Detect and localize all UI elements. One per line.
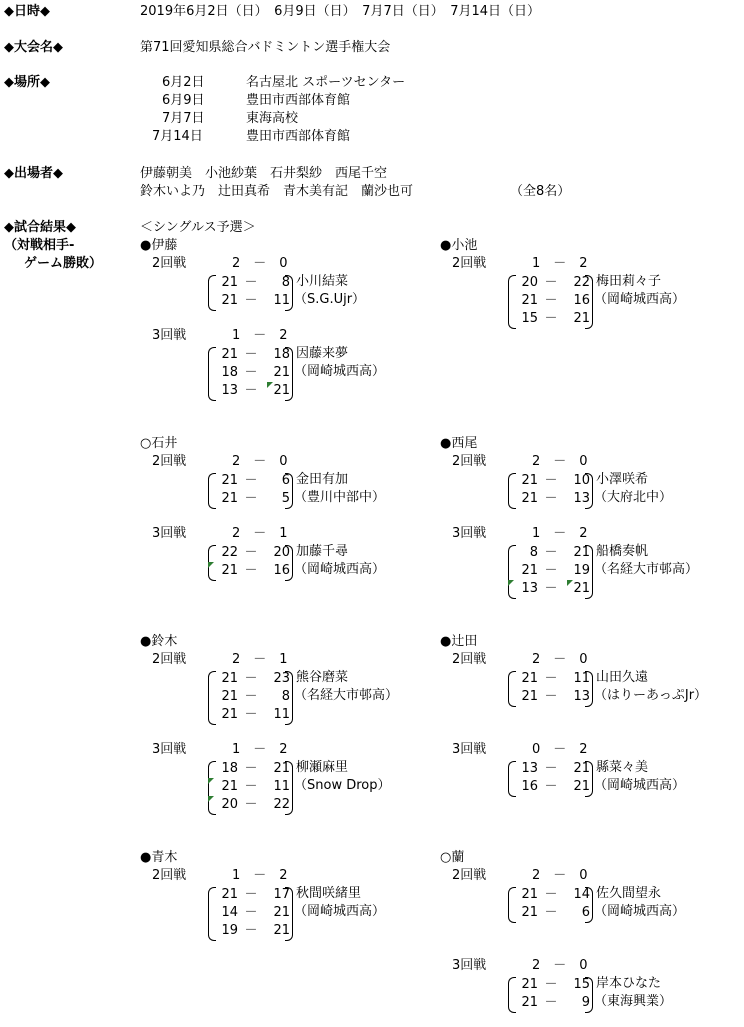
- player-name: ○石井: [140, 436, 178, 451]
- venue-place: 豊田市西部体育館: [246, 129, 351, 144]
- opponent-team: （岡崎城西高）: [294, 364, 386, 379]
- game-score: [212, 472, 290, 490]
- score-opponent: 21: [573, 581, 590, 596]
- score-own: 13: [221, 383, 238, 398]
- corner-mark: [208, 562, 214, 568]
- venue-place: 名古屋北 スポーツセンター: [246, 75, 406, 90]
- score-dash: －: [244, 473, 258, 488]
- game-score: [212, 544, 290, 562]
- score-opponent: 13: [573, 491, 590, 506]
- match-result: 2 － 0: [532, 868, 588, 883]
- score-own: 21: [221, 779, 238, 794]
- score-opponent: 6: [281, 473, 290, 488]
- score-dash: －: [544, 671, 558, 686]
- opponent-name: 熊谷磨菜: [296, 670, 349, 685]
- score-dash: －: [544, 275, 558, 290]
- score-opponent: 22: [273, 797, 290, 812]
- score-dash: －: [244, 671, 258, 686]
- score-dash: －: [544, 977, 558, 992]
- game-score: [512, 886, 590, 904]
- round-label: 2回戦: [152, 256, 187, 271]
- score-own: 21: [521, 563, 538, 578]
- score-dash: －: [544, 905, 558, 920]
- score-opponent: 11: [273, 707, 290, 722]
- match-result: 1 － 2: [232, 742, 288, 757]
- game-score: [212, 346, 290, 364]
- players-total: （全8名）: [510, 184, 571, 199]
- score-opponent: 8: [281, 275, 290, 290]
- game-score: [212, 292, 290, 310]
- score-own: 21: [521, 473, 538, 488]
- opponent-name: 小川結菜: [296, 274, 349, 289]
- score-dash: －: [244, 689, 258, 704]
- score-own: 21: [221, 473, 238, 488]
- player-name: ○蘭: [440, 850, 465, 865]
- opponent-team: （東海興業）: [594, 994, 673, 1009]
- score-opponent: 9: [581, 995, 590, 1010]
- score-dash: －: [544, 689, 558, 704]
- match-result: 2 － 1: [232, 652, 288, 667]
- game-score: [512, 994, 590, 1012]
- score-own: 21: [521, 491, 538, 506]
- score-opponent: 21: [573, 311, 590, 326]
- venue-date: 7月7日: [162, 111, 205, 126]
- match-result: 2 － 0: [532, 454, 588, 469]
- score-own: 21: [221, 707, 238, 722]
- score-own: 21: [521, 689, 538, 704]
- score-dash: －: [244, 383, 258, 398]
- opponent-team: （岡崎城西高）: [594, 778, 686, 793]
- score-opponent: 21: [573, 761, 590, 776]
- section-title: ＜シングルス予選＞: [140, 220, 256, 235]
- corner-mark: [267, 382, 273, 388]
- score-opponent: 18: [273, 347, 290, 362]
- game-score: [212, 904, 290, 922]
- corner-mark: [508, 580, 514, 586]
- score-opponent: 11: [573, 671, 590, 686]
- score-own: 21: [221, 563, 238, 578]
- score-opponent: 14: [573, 887, 590, 902]
- score-own: 21: [521, 887, 538, 902]
- opponent-name: 秋間咲緒里: [296, 886, 362, 901]
- round-label: 3回戦: [452, 742, 487, 757]
- score-dash: －: [544, 491, 558, 506]
- game-score: [212, 778, 290, 796]
- round-label: 2回戦: [452, 256, 487, 271]
- game-score: [512, 544, 590, 562]
- score-opponent: 21: [273, 761, 290, 776]
- game-score: [512, 670, 590, 688]
- score-dash: －: [244, 491, 258, 506]
- score-dash: －: [544, 311, 558, 326]
- score-own: 13: [521, 581, 538, 596]
- game-score: [512, 472, 590, 490]
- round-label: 2回戦: [452, 652, 487, 667]
- score-opponent: 21: [273, 383, 290, 398]
- score-own: 21: [221, 689, 238, 704]
- player-name: ●鈴木: [140, 634, 178, 649]
- score-dash: －: [244, 761, 258, 776]
- game-score: [212, 364, 290, 382]
- score-own: 21: [221, 347, 238, 362]
- game-score: [512, 292, 590, 310]
- opponent-name: 船橋奏帆: [596, 544, 649, 559]
- score-own: 16: [521, 779, 538, 794]
- score-own: 21: [221, 491, 238, 506]
- game-score: [212, 760, 290, 778]
- venue-place: 豊田市西部体育館: [246, 93, 351, 108]
- opponent-team: （岡崎城西高）: [294, 562, 386, 577]
- match-result: 1 － 2: [232, 868, 288, 883]
- score-dash: －: [244, 275, 258, 290]
- opponent-team: （名経大市邨高）: [594, 562, 699, 577]
- game-score: [212, 670, 290, 688]
- game-score: [512, 490, 590, 508]
- score-opponent: 22: [573, 275, 590, 290]
- score-own: 22: [221, 545, 238, 560]
- score-opponent: 21: [573, 545, 590, 560]
- round-label: 2回戦: [152, 652, 187, 667]
- score-own: 21: [221, 887, 238, 902]
- game-score: [512, 904, 590, 922]
- players-label: ◆出場者◆: [4, 166, 63, 181]
- score-opponent: 13: [573, 689, 590, 704]
- opponent-team: （岡崎城西高）: [594, 292, 686, 307]
- score-dash: －: [544, 293, 558, 308]
- score-own: 20: [221, 797, 238, 812]
- event-value: 第71回愛知県総合バドミントン選手権大会: [140, 40, 391, 55]
- venue-date: 6月9日: [162, 93, 205, 108]
- score-own: 21: [221, 293, 238, 308]
- opponent-name: 山田久遠: [596, 670, 649, 685]
- score-dash: －: [244, 563, 258, 578]
- score-dash: －: [544, 545, 558, 560]
- score-opponent: 21: [273, 923, 290, 938]
- results-note2: ゲーム勝敗）: [24, 256, 103, 271]
- round-label: 3回戦: [452, 526, 487, 541]
- score-dash: －: [544, 887, 558, 902]
- opponent-name: 加藤千尋: [296, 544, 349, 559]
- score-opponent: 16: [273, 563, 290, 578]
- game-score: [212, 796, 290, 814]
- game-score: [212, 706, 290, 724]
- results-label: ◆試合結果◆: [4, 220, 76, 235]
- score-own: 21: [221, 275, 238, 290]
- score-opponent: 21: [273, 905, 290, 920]
- score-dash: －: [244, 293, 258, 308]
- corner-mark: [208, 778, 214, 784]
- match-result: 2 － 0: [232, 454, 288, 469]
- game-score: [212, 922, 290, 940]
- score-dash: －: [244, 707, 258, 722]
- score-opponent: 5: [281, 491, 290, 506]
- round-label: 2回戦: [152, 454, 187, 469]
- score-own: 15: [521, 311, 538, 326]
- score-own: 21: [521, 905, 538, 920]
- score-opponent: 15: [573, 977, 590, 992]
- score-opponent: 11: [273, 293, 290, 308]
- round-label: 2回戦: [452, 454, 487, 469]
- round-label: 2回戦: [452, 868, 487, 883]
- opponent-name: 小澤咲希: [596, 472, 649, 487]
- game-score: [512, 310, 590, 328]
- game-score: [212, 382, 290, 400]
- opponent-team: （岡崎城西高）: [594, 904, 686, 919]
- date-value: 2019年6月2日（日） 6月9日（日） 7月7日（日） 7月14日（日）: [140, 4, 541, 19]
- player-name: ●辻田: [440, 634, 478, 649]
- game-score: [512, 688, 590, 706]
- game-score: [212, 274, 290, 292]
- score-dash: －: [244, 923, 258, 938]
- score-dash: －: [244, 779, 258, 794]
- match-result: 2 － 0: [532, 652, 588, 667]
- opponent-team: （大府北中）: [594, 490, 673, 505]
- score-opponent: 10: [573, 473, 590, 488]
- score-own: 14: [221, 905, 238, 920]
- opponent-name: 佐久間望永: [596, 886, 662, 901]
- score-own: 18: [221, 365, 238, 380]
- score-opponent: 19: [573, 563, 590, 578]
- score-dash: －: [244, 887, 258, 902]
- players-line2: 鈴木いよ乃 辻田真希 青木美有記 蘭沙也可: [140, 184, 414, 199]
- score-own: 20: [521, 275, 538, 290]
- player-name: ●伊藤: [140, 238, 178, 253]
- score-dash: －: [244, 797, 258, 812]
- venue-place: 東海高校: [246, 111, 299, 126]
- score-own: 21: [521, 293, 538, 308]
- score-own: 8: [529, 545, 538, 560]
- match-result: 1 － 2: [532, 526, 588, 541]
- score-dash: －: [544, 563, 558, 578]
- match-result: 2 － 0: [232, 256, 288, 271]
- opponent-team: （S.G.Ujr）: [294, 292, 366, 307]
- game-score: [512, 778, 590, 796]
- round-label: 3回戦: [152, 526, 187, 541]
- opponent-name: 縣菜々美: [596, 760, 649, 775]
- round-label: 3回戦: [152, 742, 187, 757]
- venue-label: ◆場所◆: [4, 75, 50, 90]
- game-score: [512, 976, 590, 994]
- match-result: 1 － 2: [532, 256, 588, 271]
- player-name: ●青木: [140, 850, 178, 865]
- score-own: 19: [221, 923, 238, 938]
- score-dash: －: [544, 779, 558, 794]
- game-score: [212, 562, 290, 580]
- match-result: 2 － 0: [532, 958, 588, 973]
- game-score: [212, 688, 290, 706]
- round-label: 3回戦: [152, 328, 187, 343]
- score-dash: －: [244, 347, 258, 362]
- opponent-team: （名経大市邨高）: [294, 688, 399, 703]
- score-opponent: 21: [573, 779, 590, 794]
- round-label: 3回戦: [452, 958, 487, 973]
- opponent-team: （豊川中部中）: [294, 490, 386, 505]
- opponent-name: 柳瀬麻里: [296, 760, 349, 775]
- score-opponent: 21: [273, 365, 290, 380]
- score-opponent: 8: [281, 689, 290, 704]
- score-dash: －: [544, 581, 558, 596]
- opponent-team: （はりーあっぷJr）: [594, 688, 708, 703]
- round-label: 2回戦: [152, 868, 187, 883]
- score-dash: －: [544, 473, 558, 488]
- game-score: [512, 760, 590, 778]
- venue-date: 7月14日: [152, 129, 203, 144]
- score-own: 13: [521, 761, 538, 776]
- score-dash: －: [244, 365, 258, 380]
- score-dash: －: [244, 905, 258, 920]
- match-result: 2 － 1: [232, 526, 288, 541]
- score-own: 21: [521, 977, 538, 992]
- corner-mark: [567, 580, 573, 586]
- opponent-name: 梅田莉々子: [596, 274, 662, 289]
- venue-date: 6月2日: [162, 75, 205, 90]
- score-opponent: 16: [573, 293, 590, 308]
- game-score: [512, 562, 590, 580]
- score-opponent: 11: [273, 779, 290, 794]
- score-dash: －: [544, 995, 558, 1010]
- results-note1: （対戦相手-: [4, 238, 75, 253]
- score-opponent: 23: [273, 671, 290, 686]
- event-label: ◆大会名◆: [4, 40, 63, 55]
- score-dash: －: [544, 761, 558, 776]
- score-own: 21: [221, 671, 238, 686]
- score-opponent: 20: [273, 545, 290, 560]
- game-score: [512, 580, 590, 598]
- corner-mark: [208, 796, 214, 802]
- date-label: ◆日時◆: [4, 4, 50, 19]
- opponent-team: （Snow Drop）: [294, 778, 391, 793]
- players-line1: 伊藤朝美 小池紗葉 石井梨紗 西尾千空: [140, 166, 388, 181]
- opponent-name: 因藤来夢: [296, 346, 349, 361]
- game-score: [212, 886, 290, 904]
- game-score: [212, 490, 290, 508]
- score-dash: －: [244, 545, 258, 560]
- game-score: [512, 274, 590, 292]
- score-opponent: 6: [581, 905, 590, 920]
- player-name: ●西尾: [440, 436, 478, 451]
- opponent-name: 金田有加: [296, 472, 349, 487]
- score-own: 18: [221, 761, 238, 776]
- score-own: 21: [521, 995, 538, 1010]
- match-result: 0 － 2: [532, 742, 588, 757]
- score-own: 21: [521, 671, 538, 686]
- opponent-team: （岡崎城西高）: [294, 904, 386, 919]
- match-result: 1 － 2: [232, 328, 288, 343]
- opponent-name: 岸本ひなた: [596, 976, 662, 991]
- score-opponent: 17: [273, 887, 290, 902]
- player-name: ●小池: [440, 238, 478, 253]
